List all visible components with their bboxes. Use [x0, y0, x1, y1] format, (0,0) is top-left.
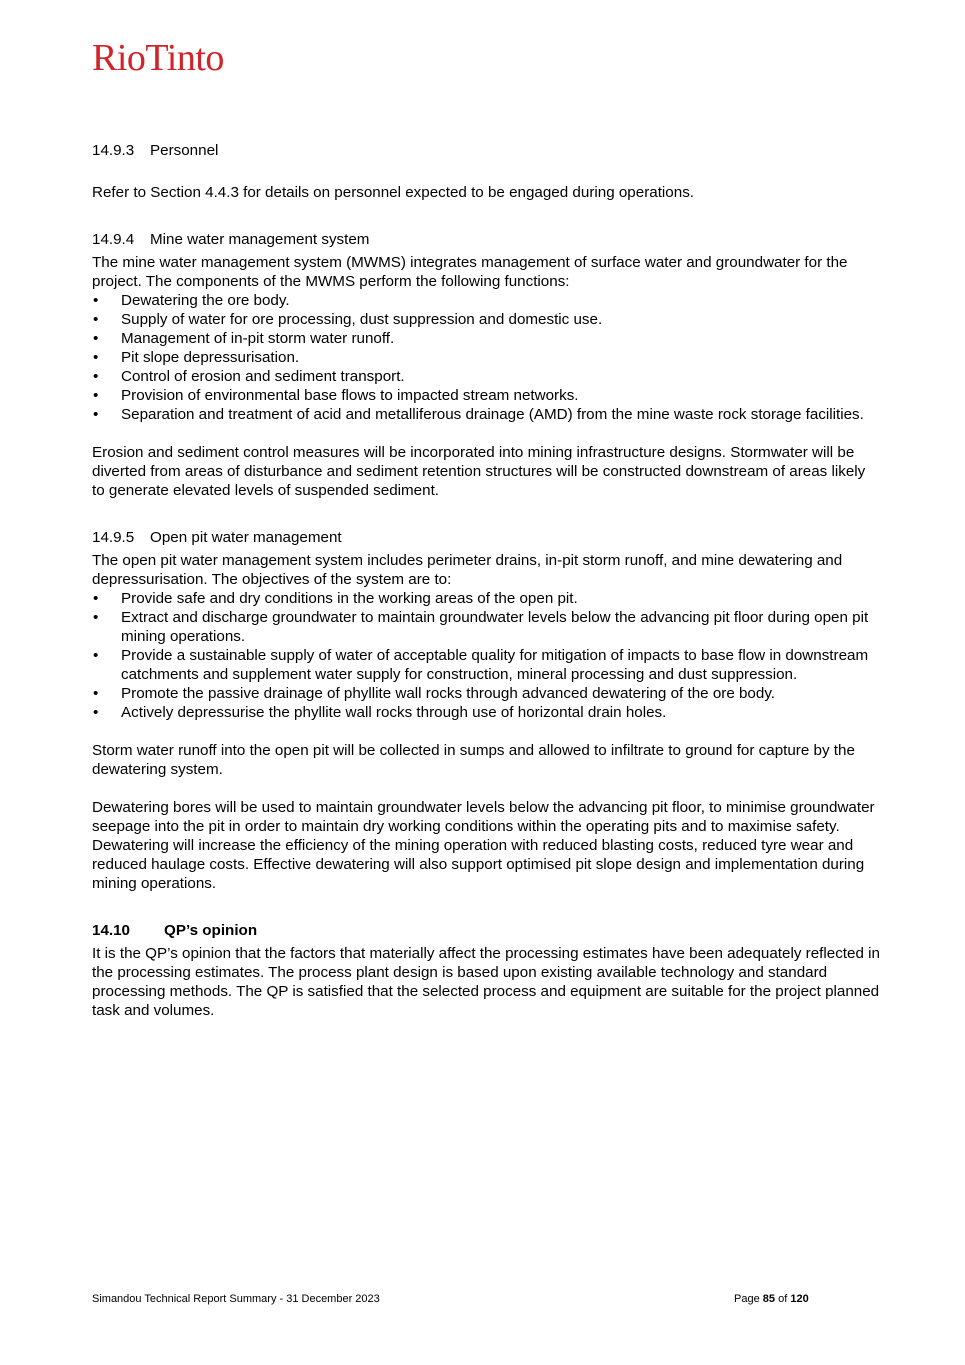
list-item: • Provision of environmental base flows to impacted stream networks.	[92, 386, 882, 405]
open-pit-intro: The open pit water management system includes perimeter drains, in-pit storm runoff, and mine dewatering and depressurisation. The objectives of the system are to:	[92, 552, 843, 588]
heading-title: Personnel	[150, 142, 219, 159]
heading-14-9-5	[92, 528, 882, 547]
page-number: 85	[762, 1293, 776, 1305]
footer-report-title: Simandou Technical Report Summary - 31 December 2023	[92, 1293, 380, 1305]
list-item: • Separation and treatment of acid and metalliferous drainage (AMD) from the mine waste rock storage facilities.	[92, 405, 882, 424]
qp-opinion-paragraph: It is the QP’s opinion that the factors that materially affect the processing estimates have been adequately reflected in the processing estimates. The process plant design is based upon existing available technology and standard processing methods. The QP is satisfied that the selected process and equipment are suitable for the project planned task and volumes.	[92, 945, 880, 1019]
list-item: • Management of in-pit storm water runoff.	[92, 329, 882, 348]
erosion-paragraph: Erosion and sediment control measures will be incorporated into mining infrastructure designs. Stormwater will be diverted from areas of disturbance and sediment retention structures will be constructed downstream of areas likely to generate elevated levels of suspended sediment.	[92, 444, 866, 499]
footer-page-number	[734, 1293, 809, 1305]
mwms-intro: The mine water management system (MWMS) integrates management of surface water and groundwater for the project. The components of the MWMS perform the following functions:	[92, 254, 848, 290]
heading-title: QP’s opinion	[164, 922, 258, 939]
rio-tinto-logo: RioTinto	[92, 37, 224, 79]
dewatering-paragraph: Dewatering bores will be used to maintain groundwater levels below the advancing pit floor, to minimise groundwater seepage into the pit in order to maintain dry working conditions within the operating pits and to maximise safety. Dewatering will increase the efficiency of the mining operation with reduced blasting costs, reduced tyre wear and reduced haulage costs. Effective dewatering will also support optimised pit slope design and implementation during mining operations.	[92, 799, 875, 892]
list-item: • Promote the passive drainage of phyllite wall rocks through advanced dewatering of the ore body.	[92, 684, 882, 703]
list-item: • Control of erosion and sediment transport.	[92, 367, 882, 386]
heading-14-9-3	[92, 141, 882, 160]
list-item: • Pit slope depressurisation.	[92, 348, 882, 367]
open-pit-objectives-list	[92, 589, 882, 722]
list-item: • Extract and discharge groundwater to maintain groundwater levels below the advancing pit floor during open pit mining operations.	[92, 608, 882, 646]
heading-14-10	[92, 921, 882, 940]
page-total: 120	[790, 1293, 809, 1305]
list-item: • Provide a sustainable supply of water of acceptable quality for mitigation of impacts to base flow in downstream catchments and supplement water supply for construction, mineral processing and dust suppression.	[92, 646, 882, 684]
heading-number: 14.9.4	[92, 231, 135, 248]
heading-number: 14.9.5	[92, 529, 135, 546]
heading-number: 14.9.3	[92, 142, 135, 159]
page-prefix: Page	[734, 1293, 760, 1305]
heading-14-9-4	[92, 230, 882, 249]
storm-water-paragraph: Storm water runoff into the open pit will be collected in sumps and allowed to infiltrate to ground for capture by the dewatering system.	[92, 742, 855, 778]
list-item: • Actively depressurise the phyllite wall rocks through use of horizontal drain holes.	[92, 703, 882, 722]
heading-number: 14.10	[92, 922, 131, 939]
document-body	[92, 141, 882, 1020]
personnel-paragraph: Refer to Section 4.4.3 for details on personnel expected to be engaged during operations.	[92, 184, 695, 201]
heading-title: Mine water management system	[150, 231, 370, 248]
page-of: of	[778, 1293, 788, 1305]
list-item: • Provide safe and dry conditions in the working areas of the open pit.	[92, 589, 882, 608]
list-item: • Dewatering the ore body.	[92, 291, 882, 310]
mwms-functions-list	[92, 291, 882, 424]
list-item: • Supply of water for ore processing, dust suppression and domestic use.	[92, 310, 882, 329]
heading-title: Open pit water management	[150, 529, 342, 546]
